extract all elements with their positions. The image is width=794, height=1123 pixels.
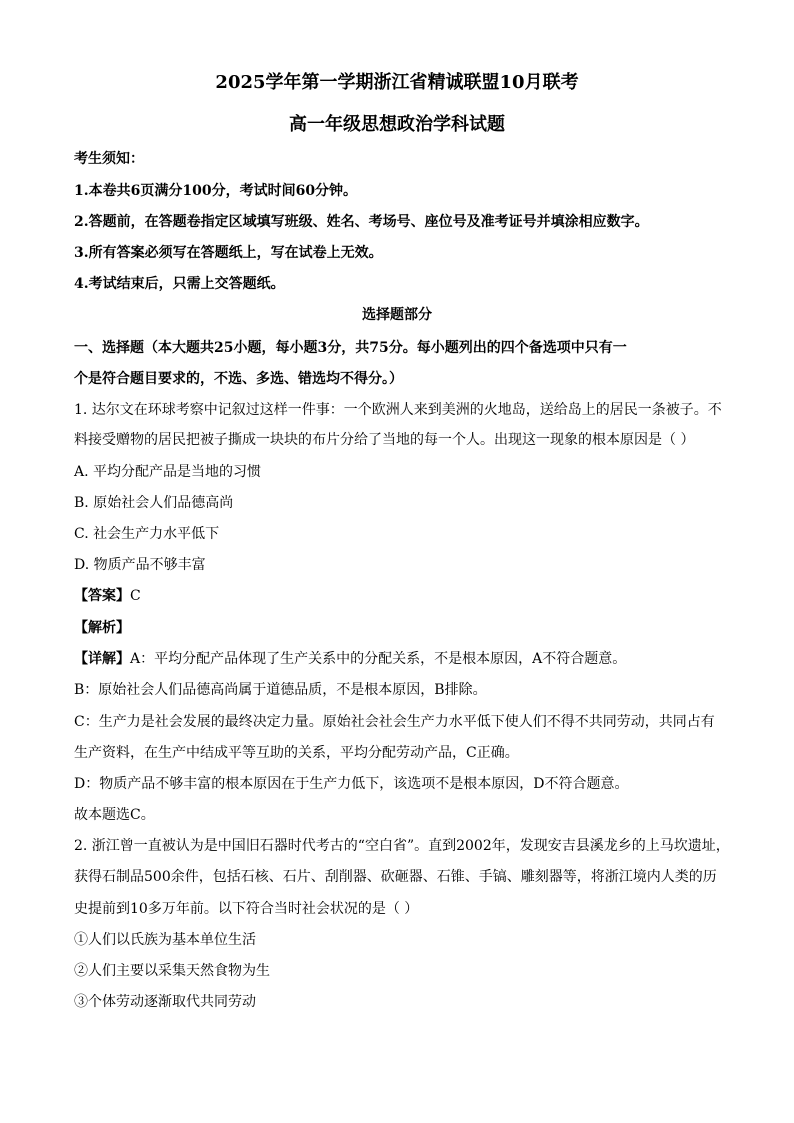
notice-item-2: 2.答题前，在答题卷指定区域填写班级、姓名、考场号、座位号及准考证号并填涂相应数字。	[74, 214, 649, 230]
q1-detail-c-line-2: 生产资料，在生产中结成平等互助的关系，平均分配劳动产品，C正确。	[74, 745, 519, 761]
q2-stem-line-2: 获得石制品500余件，包括石核、石片、刮削器、砍砸器、石锥、手镐、雕刻器等，将浙江境内人类的历	[74, 869, 717, 885]
analysis-tag: 【解析】	[74, 620, 130, 636]
q1-option-d: D. 物质产品不够丰富	[74, 557, 206, 573]
detail-a-text: A：平均分配产品体现了生产关系中的分配关系，不是根本原因，A不符合题意。	[130, 651, 627, 667]
q1-detail-c-line-1: C：生产力是社会发展的最终决定力量。原始社会社会生产力水平低下使人们不得不共同劳动，共同占有	[74, 714, 715, 730]
section-instruction-line-1: 一、选择题（本大题共25小题，每小题3分，共75分。每小题列出的四个备选项中只有一	[74, 340, 627, 356]
q2-statement-3: ③个体劳动逐渐取代共同劳动	[74, 994, 256, 1010]
detail-tag: 【详解】	[74, 651, 130, 667]
section-heading: 选择题部分	[362, 307, 432, 323]
section-instruction-line-2: 个是符合题目要求的，不选、多选、错选均不得分。）	[74, 371, 403, 387]
q1-stem-line-2: 料接受赠物的居民把被子撕成一块块的布片分给了当地的每一个人。出现这一现象的根本原因是（ ）	[74, 432, 695, 448]
exam-title: 2025学年第一学期浙江省精诚联盟10月联考	[215, 72, 579, 93]
q1-answer	[74, 586, 734, 606]
notice-heading: 考生须知：	[74, 151, 144, 167]
notice-item-3: 3.所有答案必须写在答题纸上，写在试卷上无效。	[74, 245, 383, 261]
notice-item-4: 4.考试结束后，只需上交答题纸。	[74, 276, 285, 292]
q2-stem-line-3: 史提前到10多万年前。以下符合当时社会状况的是（ ）	[74, 901, 419, 917]
answer-tag: 【答案】	[74, 588, 130, 604]
q1-option-b: B. 原始社会人们品德高尚	[74, 495, 234, 511]
answer-value: C	[130, 588, 141, 604]
q2-statement-2: ②人们主要以采集天然食物为生	[74, 963, 270, 979]
q1-option-c: C. 社会生产力水平低下	[74, 526, 220, 542]
q1-detail-a	[74, 649, 734, 669]
q1-detail-d: D：物质产品不够丰富的根本原因在于生产力低下，该选项不是根本原因，D不符合题意。	[74, 776, 629, 792]
q1-detail-b: B：原始社会人们品德高尚属于道德品质，不是根本原因，B排除。	[74, 682, 487, 698]
q1-stem-line-1: 1. 达尔文在环球考察中记叙过这样一件事：一个欧洲人来到美洲的火地岛，送给岛上的居民一条被子。不	[74, 402, 722, 418]
notice-item-1: 1.本卷共6页满分100分，考试时间60分钟。	[74, 183, 358, 199]
q2-stem-line-1: 2. 浙江曾一直被认为是中国旧石器时代考古的“空白省”。直到2002年，发现安吉县溪龙乡的上马坎遗址，	[74, 838, 730, 854]
exam-subtitle: 高一年级思想政治学科试题	[289, 114, 505, 135]
q2-statement-1: ①人们以氏族为基本单位生活	[74, 932, 256, 948]
q1-option-a: A. 平均分配产品是当地的习惯	[74, 464, 262, 480]
q1-conclusion: 故本题选C。	[74, 807, 155, 823]
q1-analysis-tag	[74, 618, 734, 638]
